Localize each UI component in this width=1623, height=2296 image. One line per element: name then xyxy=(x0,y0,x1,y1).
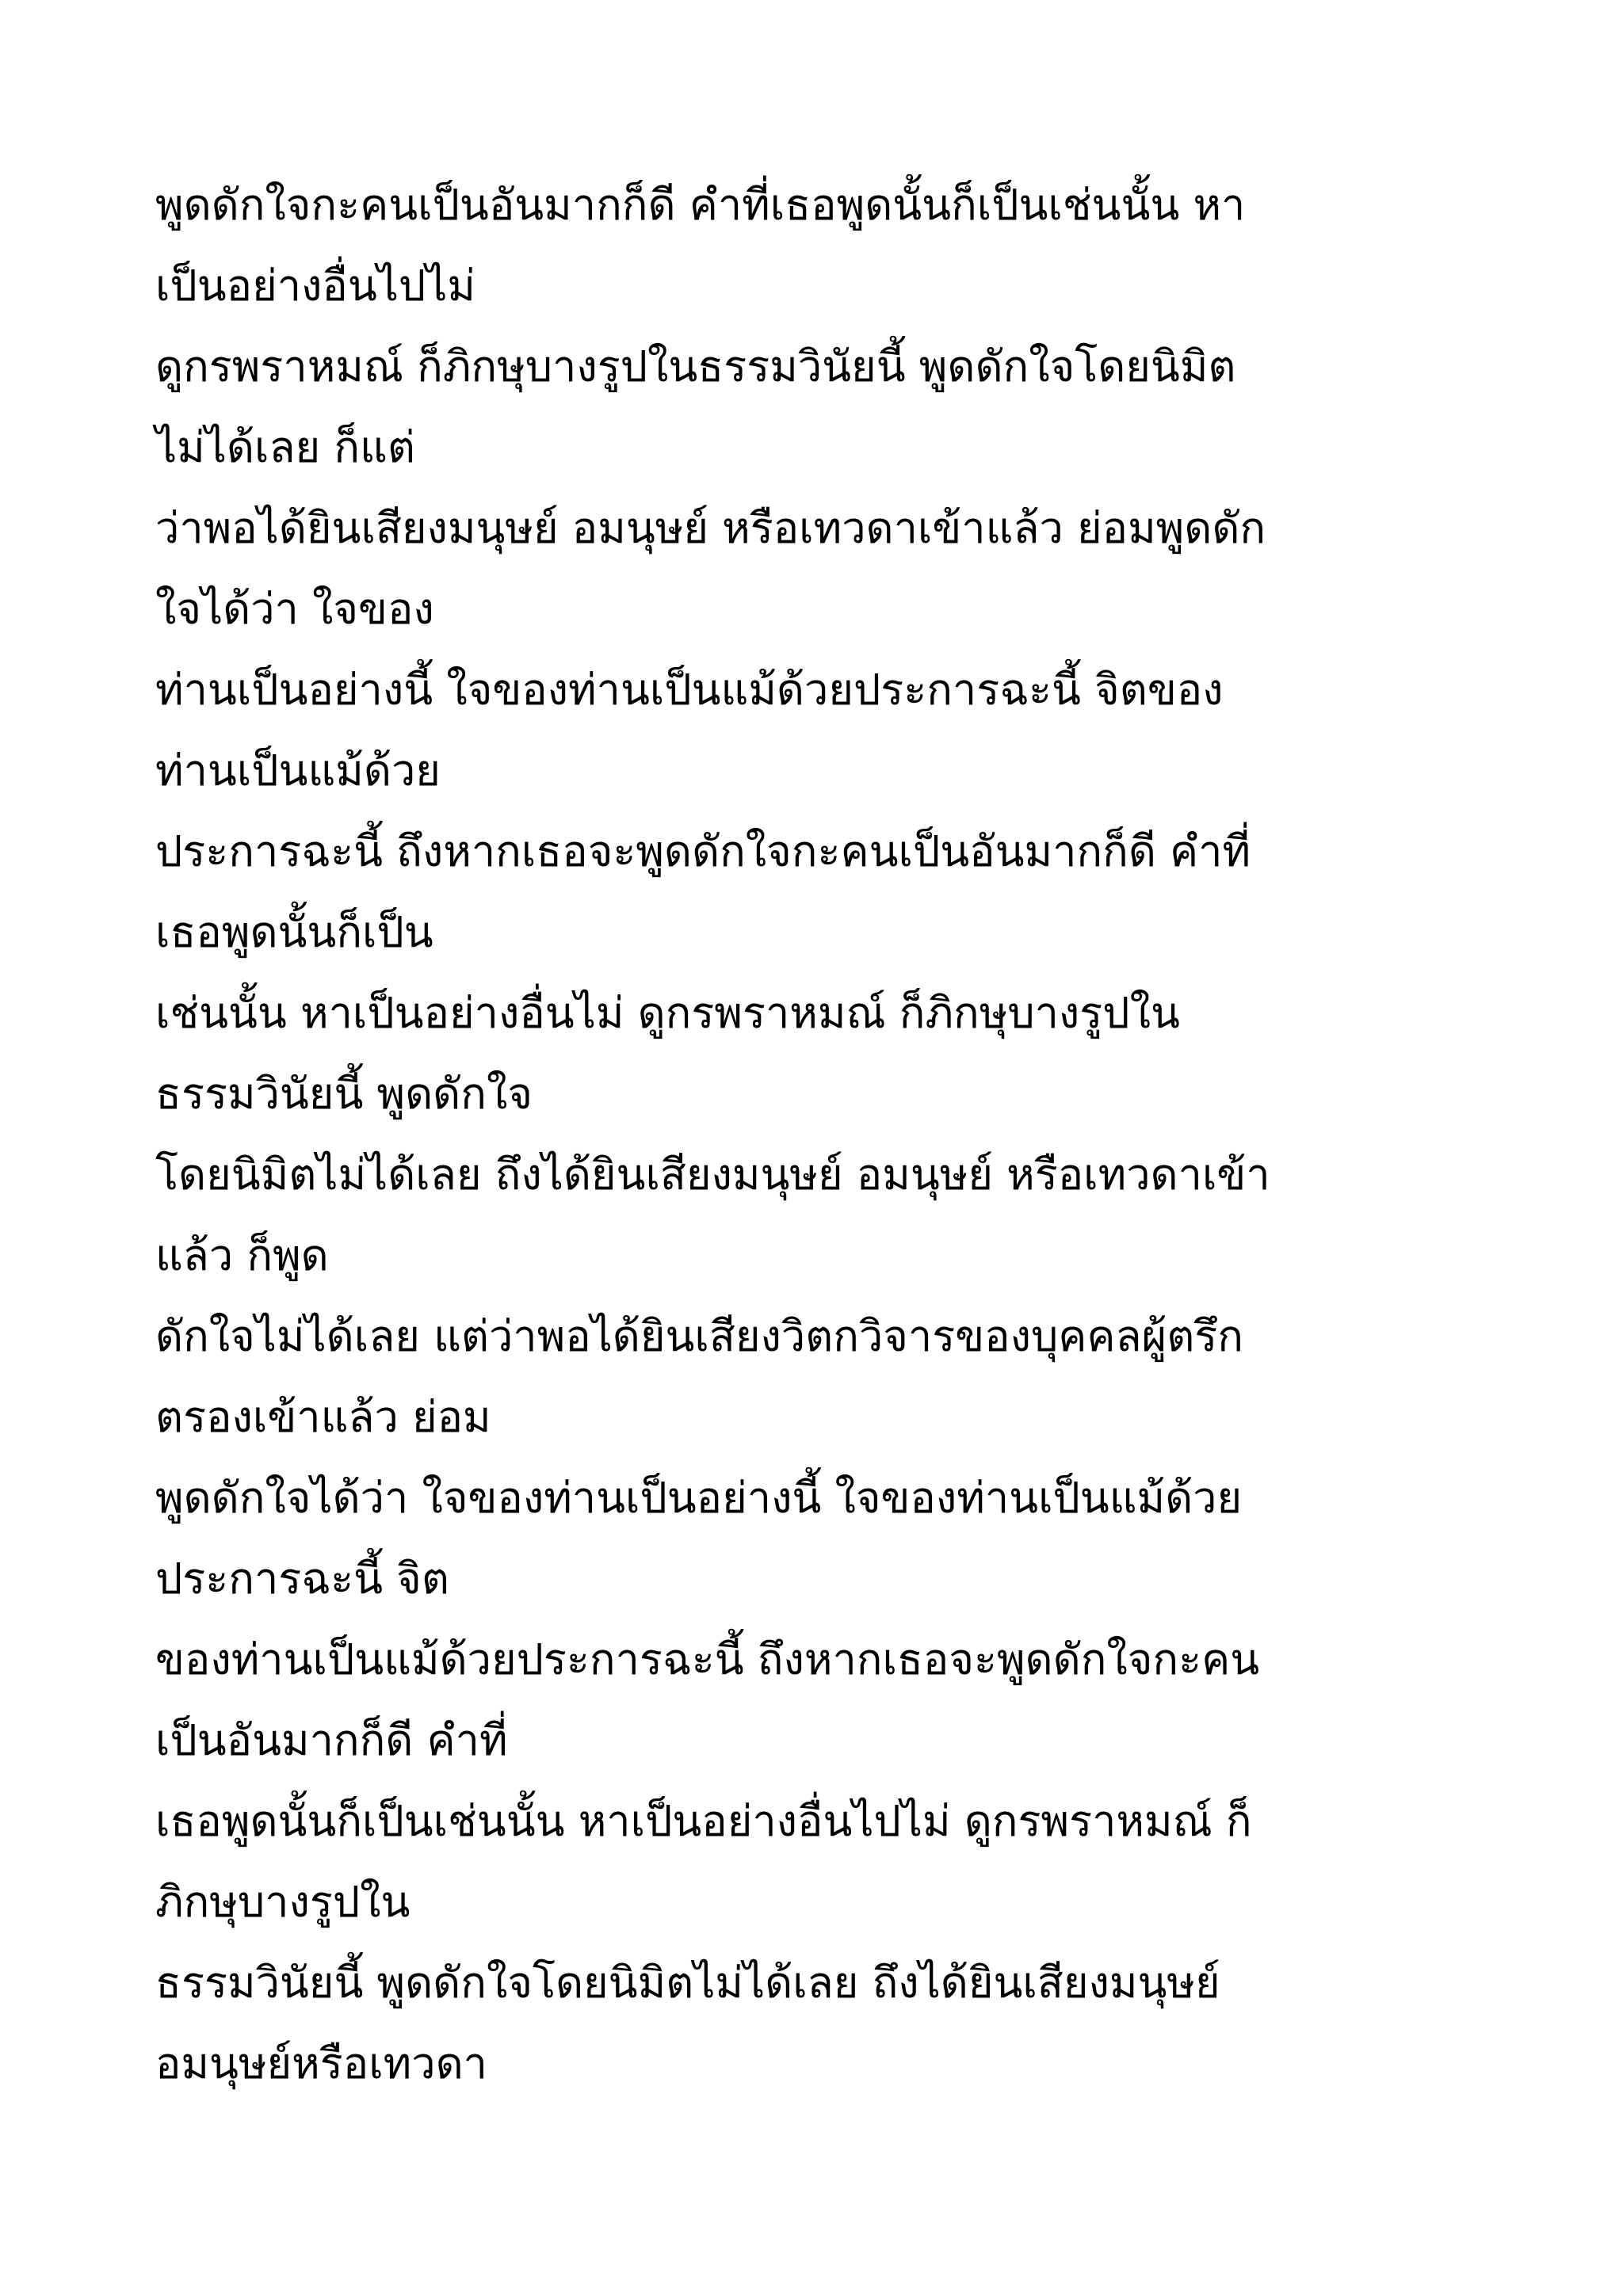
text-line: เป็นอันมากก็ดี คำที่ xyxy=(155,1715,508,1765)
text-line: แล้ว ก็พูด xyxy=(155,1230,329,1280)
text-line: ท่านเป็นอย่างนี้ ใจของท่านเป็นแม้ด้วยประการฉะนี้ จิตของ xyxy=(155,665,1224,715)
text-line: ประการฉะนี้ จิต xyxy=(155,1554,449,1604)
paragraph-7 xyxy=(155,1135,1487,1296)
text-line: พูดดักใจได้ว่า ใจของท่านเป็นอย่างนี้ ใจของท่านเป็นแม้ด้วย xyxy=(155,1473,1243,1523)
text-line: เธอพูดนั้นก็เป็น xyxy=(155,907,433,957)
text-line: โดยนิมิตไม่ได้เลย ถึงได้ยินเสียงมนุษย์ อมนุษย์ หรือเทวดาเข้า xyxy=(155,1150,1270,1199)
text-line: อมนุษย์หรือเทวดา xyxy=(155,2039,487,2088)
text-line: ใจได้ว่า ใจของ xyxy=(155,584,434,634)
paragraph-9 xyxy=(155,1458,1487,1619)
paragraph-4 xyxy=(155,650,1487,811)
text-line: ของท่านเป็นแม้ด้วยประการฉะนี้ ถึงหากเธอจะพูดดักใจกะคน xyxy=(155,1634,1260,1684)
paragraph-2 xyxy=(155,326,1487,488)
paragraph-11 xyxy=(155,1781,1487,1943)
paragraph-1 xyxy=(155,165,1487,326)
paragraph-5 xyxy=(155,811,1487,973)
paragraph-8 xyxy=(155,1296,1487,1458)
text-line: ไม่ได้เลย ก็แต่ xyxy=(155,422,415,472)
text-line: ประการฉะนี้ ถึงหากเธอจะพูดดักใจกะคนเป็นอันมากก็ดี คำที่ xyxy=(155,826,1251,876)
paragraph-10 xyxy=(155,1619,1487,1781)
paragraph-3 xyxy=(155,488,1487,650)
text-line: เธอพูดนั้นก็เป็นเช่นนั้น หาเป็นอย่างอื่นไปไม่ ดูกรพราหมณ์ ก็ xyxy=(155,1796,1252,1846)
text-line: ธรรมวินัยนี้ พูดดักใจ xyxy=(155,1069,533,1119)
paragraph-12 xyxy=(155,1943,1487,2104)
text-line: ดูกรพราหมณ์ ก็ภิกษุบางรูปในธรรมวินัยนี้ พูดดักใจโดยนิมิต xyxy=(155,341,1236,391)
paragraph-6 xyxy=(155,973,1487,1135)
text-line: ดักใจไม่ได้เลย แต่ว่าพอได้ยินเสียงวิตกวิจารของบุคคลผู้ตรึก xyxy=(155,1311,1243,1361)
text-line: ธรรมวินัยนี้ พูดดักใจโดยนิมิตไม่ได้เลย ถึงได้ยินเสียงมนุษย์ xyxy=(155,1958,1220,2008)
text-line: เช่นนั้น หาเป็นอย่างอื่นไม่ ดูกรพราหมณ์ ก็ภิกษุบางรูปใน xyxy=(155,988,1180,1038)
text-line: ตรองเข้าแล้ว ย่อม xyxy=(155,1392,491,1442)
text-line: เป็นอย่างอื่นไปไม่ xyxy=(155,261,475,311)
text-line: ว่าพอได้ยินเสียงมนุษย์ อมนุษย์ หรือเทวดาเข้าแล้ว ย่อมพูดดัก xyxy=(155,503,1266,553)
text-line: ท่านเป็นแม้ด้วย xyxy=(155,746,441,795)
body-text xyxy=(155,165,1487,2104)
text-line: ภิกษุบางรูปใน xyxy=(155,1877,411,1927)
text-line: พูดดักใจกะคนเป็นอันมากก็ดี คำที่เธอพูดนั้นก็เป็นเช่นนั้น หา xyxy=(155,180,1246,230)
